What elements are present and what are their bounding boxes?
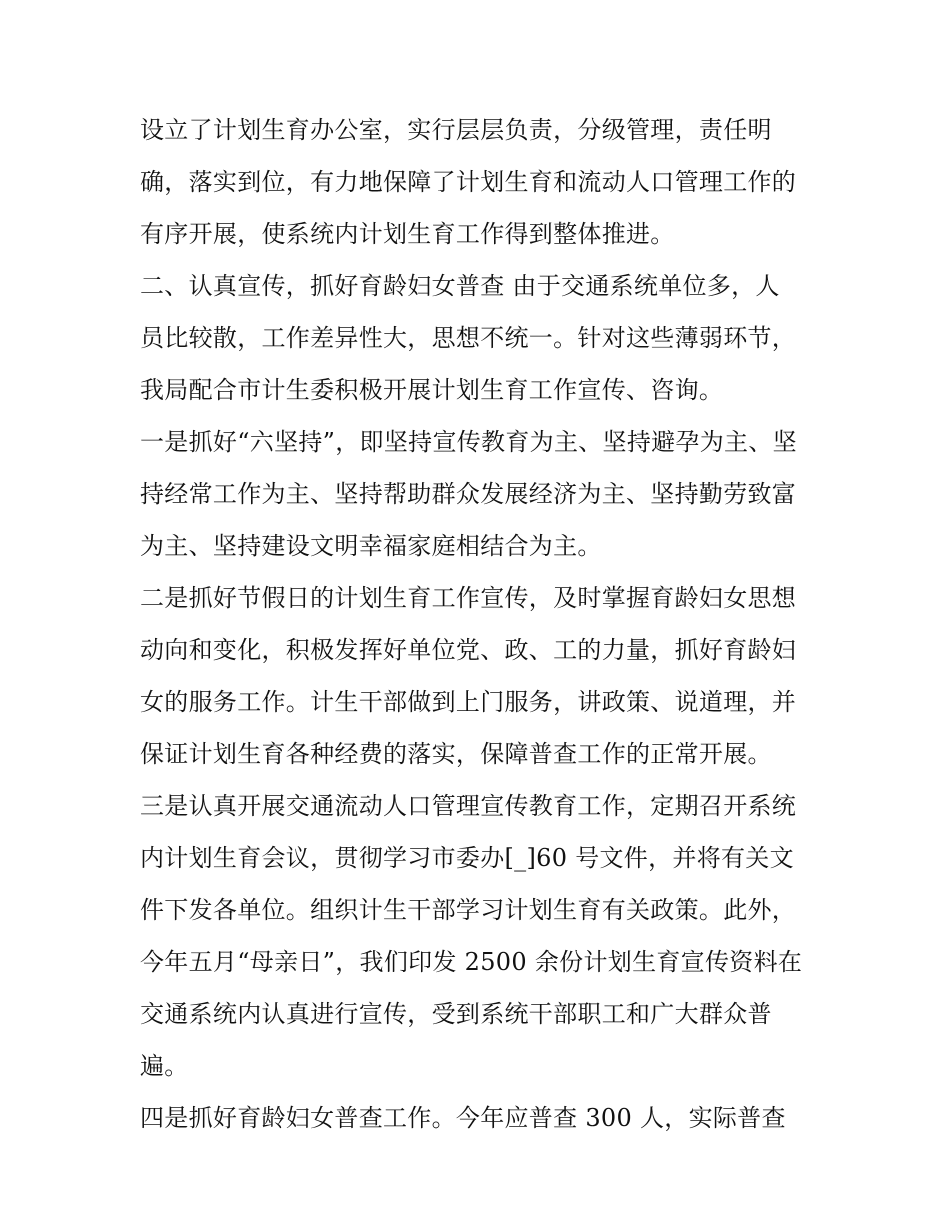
text-line: 保证计划生育各种经费的落实，保障普查工作的正常开展。 xyxy=(140,740,772,768)
text-line: 内计划生育会议，贯彻学习市委办[_]60 号文件，并将有关文 xyxy=(140,844,794,872)
text-line: 交通系统内认真进行宣传，受到系统干部职工和广大群众普 xyxy=(140,1000,772,1028)
text-line: 持经常工作为主、坚持帮助群众发展经济为主、坚持勤劳致富 xyxy=(140,480,797,508)
text-line: 动向和变化，积极发挥好单位党、政、工的力量，抓好育龄妇 xyxy=(140,636,797,664)
text-line: 今年五月“母亲日”，我们印发 2500 余份计划生育宣传资料在 xyxy=(140,948,803,976)
text-line: 有序开展，使系统内计划生育工作得到整体推进。 xyxy=(140,220,675,248)
text-line: 一是抓好“六坚持”，即坚持宣传教育为主、坚持避孕为主、坚 xyxy=(140,428,797,456)
text-line: 员比较散，工作差异性大，思想不统一。针对这些薄弱环节， xyxy=(140,324,797,352)
document-body xyxy=(140,104,820,1144)
text-line: 设立了计划生育办公室，实行层层负责，分级管理，责任明 xyxy=(140,116,772,144)
text-line: 二、认真宣传，抓好育龄妇女普查 由于交通系统单位多，人 xyxy=(140,272,780,300)
text-line: 为主、坚持建设文明幸福家庭相结合为主。 xyxy=(140,532,602,560)
paragraph-2 xyxy=(140,260,820,416)
text-line: 二是抓好节假日的计划生育工作宣传，及时掌握育龄妇女思想 xyxy=(140,584,797,612)
text-line: 件下发各单位。组织计生干部学习计划生育有关政策。此外， xyxy=(140,896,797,924)
paragraph-5 xyxy=(140,780,820,1092)
text-line: 遍。 xyxy=(140,1052,189,1080)
text-line: 我局配合市计生委积极开展计划生育工作宣传、咨询。 xyxy=(140,376,724,404)
text-line: 确，落实到位，有力地保障了计划生育和流动人口管理工作的 xyxy=(140,168,797,196)
paragraph-3 xyxy=(140,416,820,572)
text-line: 三是认真开展交通流动人口管理宣传教育工作，定期召开系统 xyxy=(140,792,797,820)
paragraph-1 xyxy=(140,104,820,260)
text-line: 四是抓好育龄妇女普查工作。今年应普查 300 人，实际普查 xyxy=(140,1104,786,1132)
paragraph-6 xyxy=(140,1092,820,1144)
paragraph-4 xyxy=(140,572,820,780)
text-line: 女的服务工作。计生干部做到上门服务，讲政策、说道理，并 xyxy=(140,688,797,716)
